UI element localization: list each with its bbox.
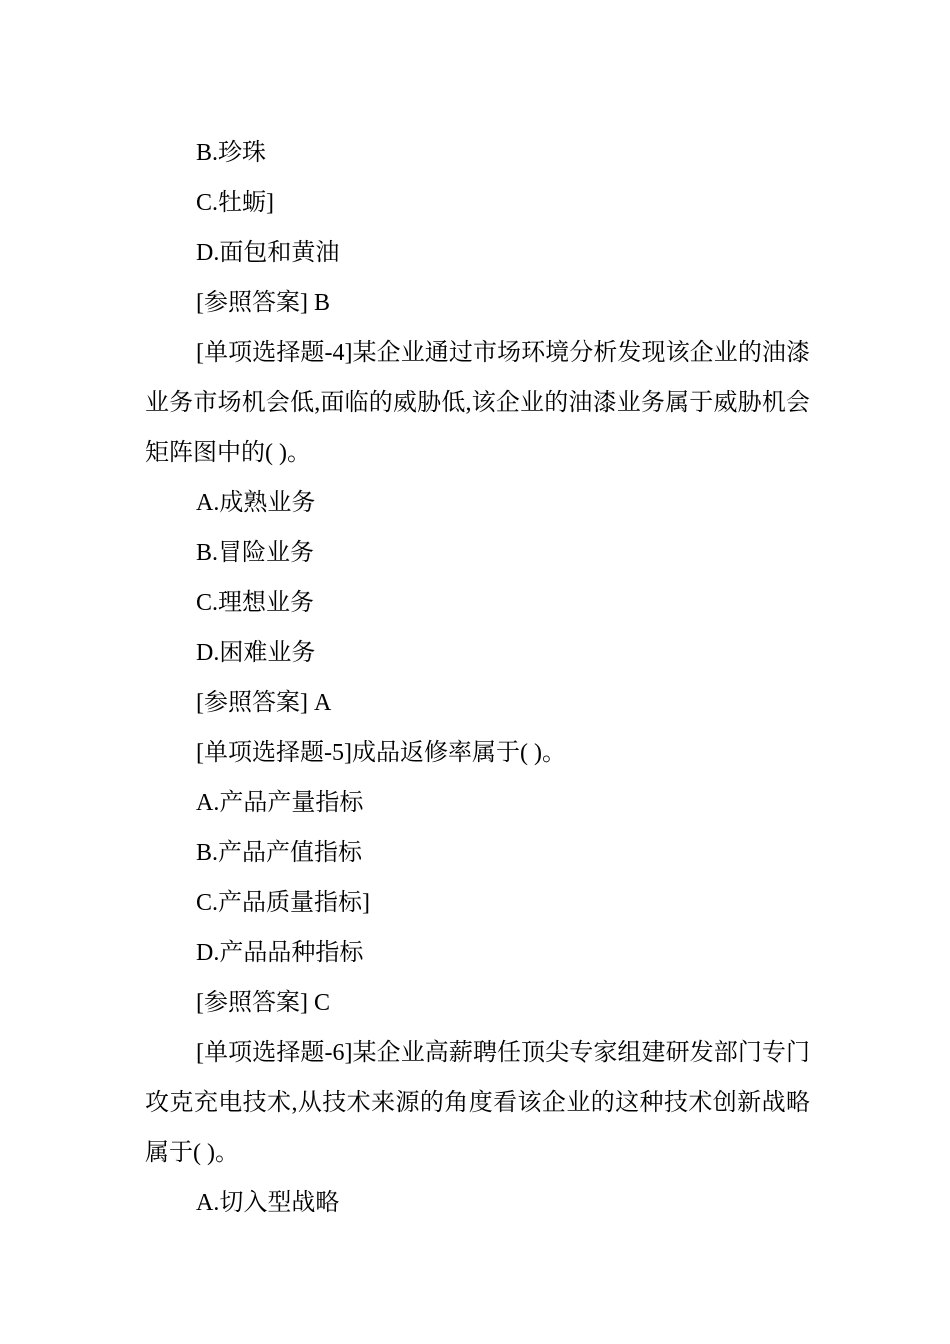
q4-option-c: C.理想业务 <box>196 590 315 616</box>
q5-option-c: C.产品质量指标] <box>196 890 370 916</box>
q4-option-b: B.冒险业务 <box>196 540 315 566</box>
q4-option-d: D.困难业务 <box>196 640 316 666</box>
option-d-bread-butter: D.面包和黄油 <box>196 240 340 266</box>
q4-option-a: A.成熟业务 <box>196 490 316 516</box>
question-6: [单项选择题-6]某企业高薪聘任顶尖专家组建研发部门专门攻克充电技术,从技术来源的角度看该企业的这种技术创新战略属于( )。 <box>145 1040 810 1166</box>
question-5: [单项选择题-5]成品返修率属于( )。 <box>196 740 566 766</box>
q5-option-b: B.产品产值指标 <box>196 840 363 866</box>
q5-option-d: D.产品品种指标 <box>196 940 364 966</box>
q6-option-a: A.切入型战略 <box>196 1190 340 1216</box>
option-b-pearl: B.珍珠 <box>196 140 267 166</box>
answer-q4: [参照答案] A <box>196 690 332 716</box>
document-body <box>145 128 810 1228</box>
question-4: [单项选择题-4]某企业通过市场环境分析发现该企业的油漆业务市场机会低,面临的威胁低,该企业的油漆业务属于威胁机会矩阵图中的( )。 <box>145 340 810 466</box>
option-c-oyster: C.牡蛎] <box>196 190 274 216</box>
answer-q3: [参照答案] B <box>196 290 330 316</box>
q5-option-a: A.产品产量指标 <box>196 790 364 816</box>
answer-q5: [参照答案] C <box>196 990 330 1016</box>
